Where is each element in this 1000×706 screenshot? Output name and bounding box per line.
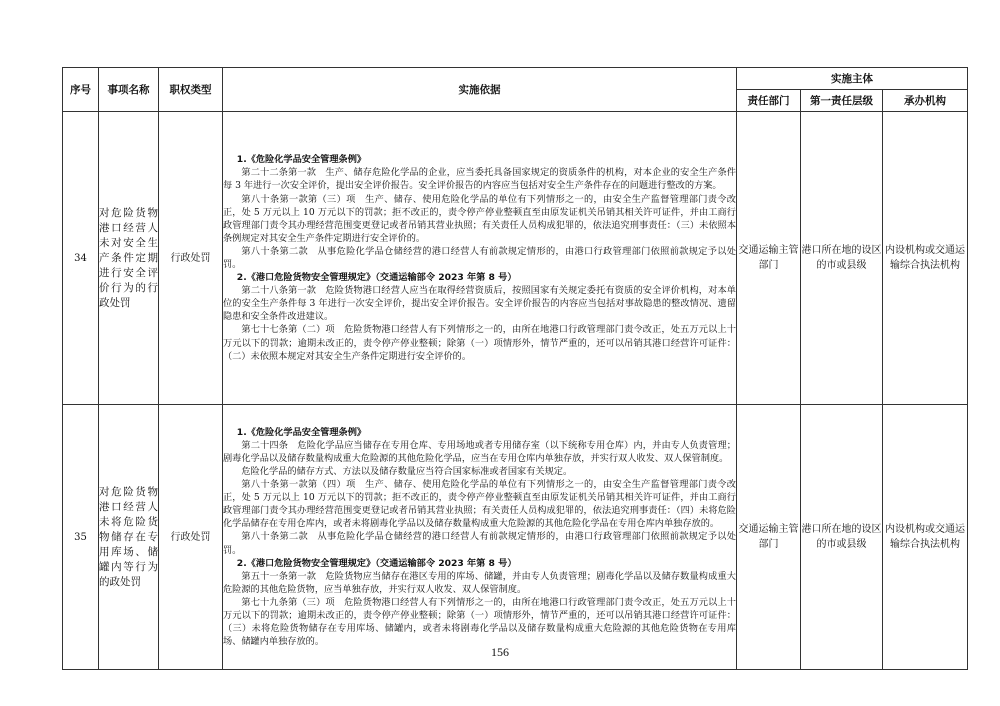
header-dept: 责任部门	[737, 90, 801, 112]
table-row	[63, 112, 968, 405]
row-name: 对危险货物港口经营人未对安全生产条件定期进行安全评价行为的行政处罚	[99, 112, 159, 405]
row-org: 内设机构或交通运输综合执法机构	[883, 405, 968, 670]
page-number: 156	[491, 645, 509, 659]
row-level: 港口所在地的设区的市或县级	[801, 112, 883, 405]
table-row	[63, 405, 968, 670]
header-basis: 实施依据	[223, 68, 737, 112]
clause: 危险化学品的储存方式、方法以及储存数量应当符合国家标准或者国家有关规定。	[241, 465, 573, 477]
clause: 第八十条第一款第（三）项 生产、储存、使用危险化学品的单位有下列情形之一的，由安全生产监督管理部门责令改正，处 5 万元以上 10 万元以下的罚款；拒不改正的，责令停产停业整顿直至由原发证机关吊销其相关许可证件，并由工商行政管理部门责令其办理经营范围变更登记或者吊销其营业执照；有关责任人员构成犯罪的，依法追究刑事责任：（三）未依照本条例规定对其安全生产条件定期进行安全评价的。	[223, 193, 736, 244]
clause: 第七十七条第（二）项 危险货物港口经营人有下列情形之一的，由所在地港口行政管理部门责令改正，处五万元以上十万元以下的罚款；逾期未改正的，责令停产停业整顿；除第（一）项情形外，情节严重的，还可以吊销其港口经营许可证件：（二）未依照本规定对其安全生产条件定期进行安全评价的。	[223, 324, 736, 362]
clause: 第二十二条第一款 生产、储存危险化学品的企业，应当委托具备国家规定的资质条件的机构，对本企业的安全生产条件每 3 年进行一次安全评价，提出安全评价报告。安全评价报告的内容应当包括对安全生产条件存在的问题进行整改的方案。	[223, 167, 736, 192]
header-level: 第一责任层级	[801, 90, 883, 112]
law-title: 1.《危险化学品安全管理条例》	[236, 154, 367, 166]
row-type: 行政处罚	[159, 405, 223, 670]
row-org: 内设机构或交通运输综合执法机构	[883, 112, 968, 405]
clause: 第八十条第二款 从事危险化学品仓储经营的港口经营人有前款规定情形的，由港口行政管理部门依照前款规定予以处罚。	[223, 531, 736, 556]
clause: 第二十四条 危险化学品应当储存在专用仓库、专用场地或者专用储存室（以下统称专用仓库）内，并由专人负责管理；剧毒化学品以及储存数量构成重大危险源的其他危险化学品，应当在专用仓库内单独存放，并实行双人收发、双人保管制度。	[223, 439, 736, 464]
row-seq: 34	[63, 112, 99, 405]
clause: 第八十条第一款第（四）项 生产、储存、使用危险化学品的单位有下列情形之一的，由安全生产监督管理部门责令改正，处 5 万元以上 10 万元以下的罚款；拒不改正的，责令停产停业整顿直至由原发证机关吊销其相关许可证件，并由工商行政管理部门责令其办理经营范围变更登记或者吊销其营业执照；有关责任人员构成犯罪的，依法追究刑事责任：（四）未将危险化学品储存在专用仓库内，或者未将剧毒化学品以及储存数量构成重大危险源的其他危险化学品在专用仓库内单独存放的。	[223, 479, 736, 530]
row-basis	[223, 405, 737, 670]
header-subject: 实施主体	[737, 68, 968, 90]
header-seq: 序号	[63, 68, 99, 112]
clause: 第二十八条第一款 危险货物港口经营人应当在取得经营资质后，按照国家有关规定委托有资质的安全评价机构，对本单位的安全生产条件每 3 年进行一次安全评价，提出安全评价报告。安全评价报告的内容应当包括对事故隐患的整改情况、遗留隐患和安全条件改进建议。	[223, 285, 736, 323]
row-level: 港口所在地的设区的市或县级	[801, 405, 883, 670]
clause: 第八十条第二款 从事危险化学品仓储经营的港口经营人有前款规定情形的，由港口行政管理部门依照前款规定予以处罚。	[223, 245, 736, 270]
law-title: 1.《危险化学品安全管理条例》	[236, 426, 367, 438]
row-basis	[223, 112, 737, 405]
row-type: 行政处罚	[159, 112, 223, 405]
clause: 第五十一条第一款 危险货物应当储存在港区专用的库场、储罐，并由专人负责管理；剧毒化学品以及储存数量构成重大危险源的其他危险货物，应当单独存放，并实行双人收发、双人保管制度。	[223, 570, 736, 595]
header-name: 事项名称	[99, 68, 159, 112]
header-org: 承办机构	[883, 90, 968, 112]
row-seq: 35	[63, 405, 99, 670]
clause: 第七十九条第（三）项 危险货物港口经营人有下列情形之一的，由所在地港口行政管理部门责令改正，处五万元以上十万元以下的罚款；逾期未改正的，责令停产停业整顿；除第（一）项情形外，情节严重的，还可以吊销其港口经营许可证件：（三）未将危险货物储存在专用库场、储罐内，或者未将剧毒化学品以及储存数量构成重大危险源的其他危险货物在专用库场、储罐内单独存放的。	[223, 596, 736, 648]
row-name: 对危险货物港口经营人未将危险货物储存在专用库场、储罐内等行为的政处罚	[99, 405, 159, 670]
law-title: 2.《港口危险货物安全管理规定》（交通运输部令 2023 年第 8 号）	[236, 272, 517, 284]
row-dept: 交通运输主管部门	[737, 112, 801, 405]
law-title: 2.《港口危险货物安全管理规定》（交通运输部令 2023 年第 8 号）	[236, 557, 517, 569]
header-type: 职权类型	[159, 68, 223, 112]
row-dept: 交通运输主管部门	[737, 405, 801, 670]
matters-table	[62, 67, 968, 670]
